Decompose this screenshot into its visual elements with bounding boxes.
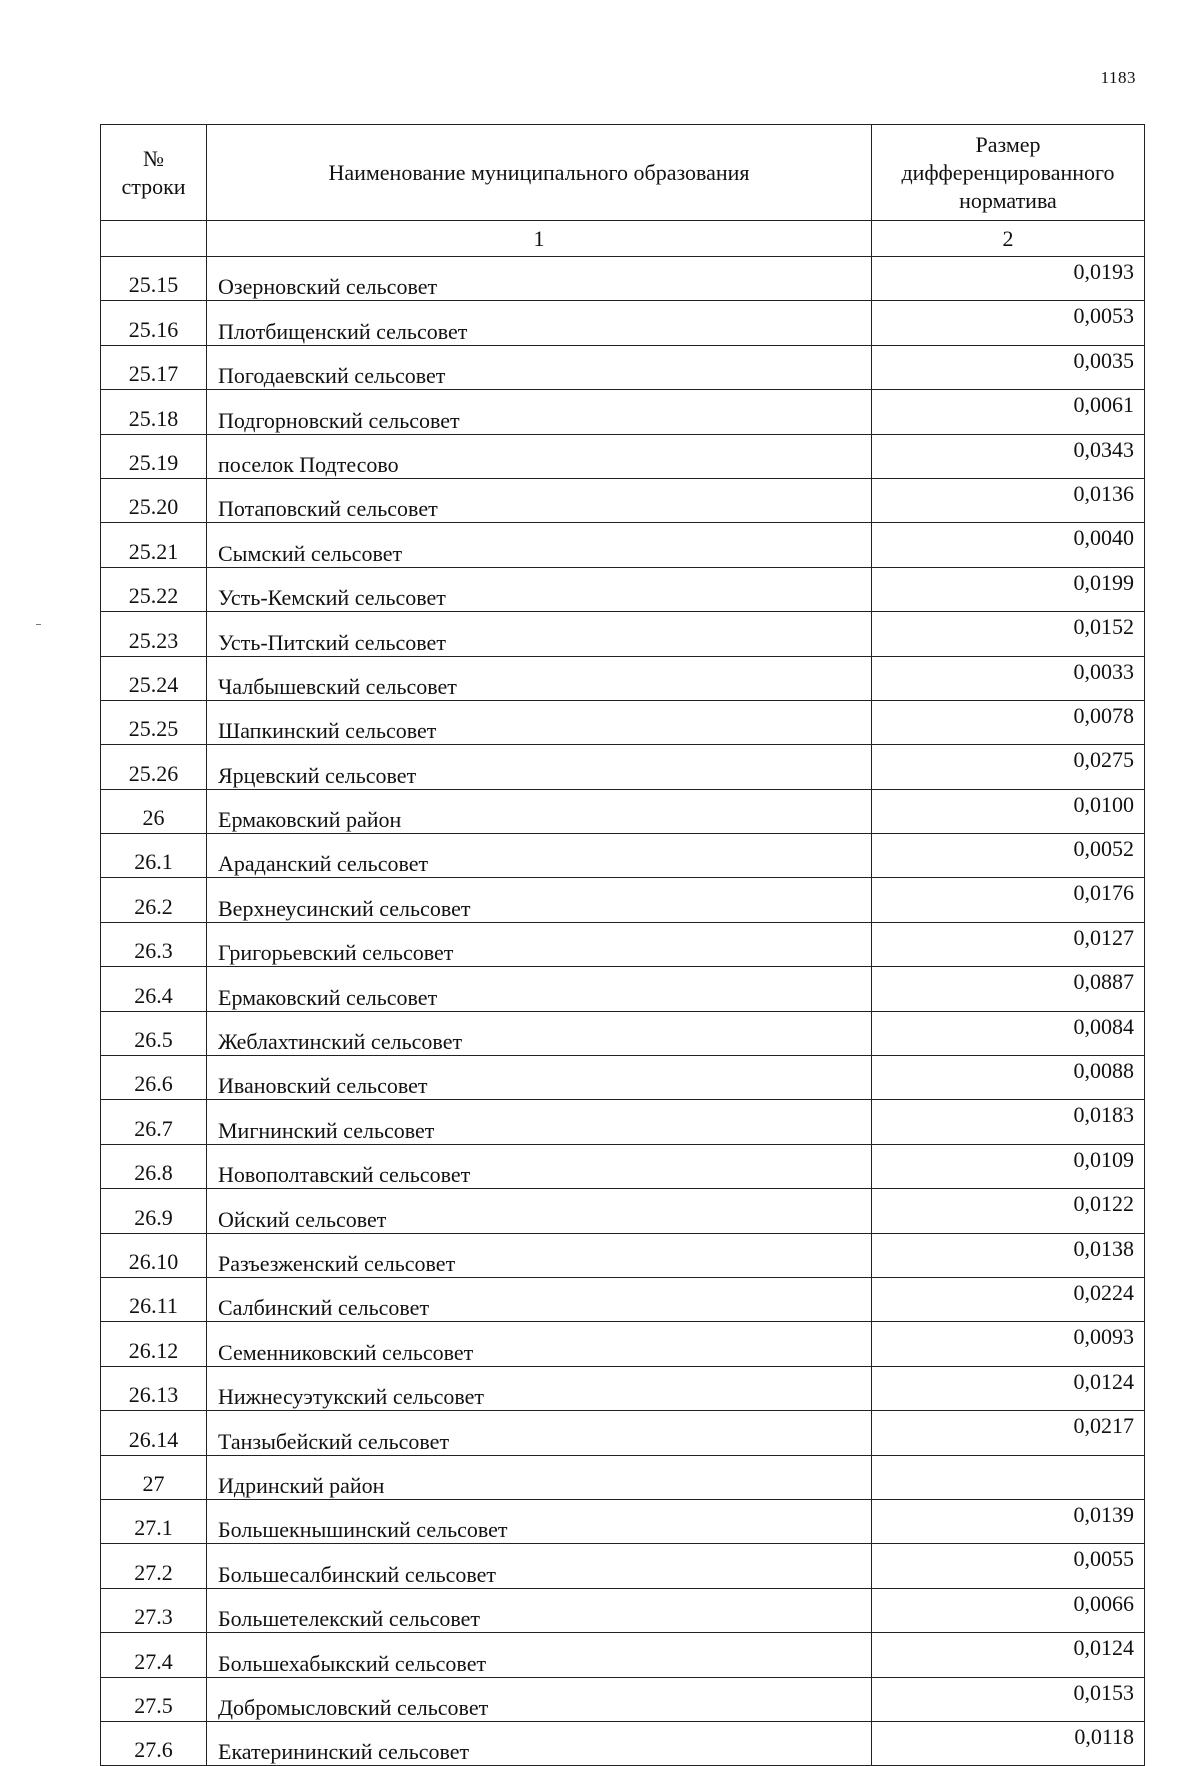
municipality-name-cell: Большекнышинский сельсовет: [207, 1499, 872, 1543]
normative-value-cell: 0,0193: [872, 257, 1145, 301]
table-row: [101, 700, 1145, 744]
table-row: [101, 922, 1145, 966]
normative-value-cell: 0,0035: [872, 345, 1145, 389]
normative-value-cell: 0,0061: [872, 390, 1145, 434]
row-number-cell: 26: [101, 789, 207, 833]
normative-value-cell: 0,0093: [872, 1322, 1145, 1366]
table-row: [101, 390, 1145, 434]
table-row: [101, 1100, 1145, 1144]
table-row: [101, 1588, 1145, 1632]
municipality-name-cell: Жеблахтинский сельсовет: [207, 1011, 872, 1055]
municipality-name-cell: Ярцевский сельсовет: [207, 745, 872, 789]
municipality-name-cell: Мигнинский сельсовет: [207, 1100, 872, 1144]
table-row: [101, 834, 1145, 878]
row-number-cell: 25.16: [101, 301, 207, 345]
row-number-cell: 26.3: [101, 922, 207, 966]
municipality-name-cell: Екатерининский сельсовет: [207, 1721, 872, 1765]
row-number-cell: 27.2: [101, 1544, 207, 1588]
municipality-name-cell: Шапкинский сельсовет: [207, 700, 872, 744]
table-row: [101, 1233, 1145, 1277]
column-index-name: 1: [207, 221, 872, 257]
normative-value-cell: 0,0139: [872, 1499, 1145, 1543]
normative-value-cell: 0,0887: [872, 967, 1145, 1011]
municipality-name-cell: Верхнеусинский сельсовет: [207, 878, 872, 922]
normative-value-cell: 0,0078: [872, 700, 1145, 744]
table-row: [101, 1544, 1145, 1588]
column-index-value: 2: [872, 221, 1145, 257]
row-number-cell: 25.17: [101, 345, 207, 389]
row-number-cell: 26.11: [101, 1277, 207, 1321]
municipality-name-cell: Усть-Кемский сельсовет: [207, 567, 872, 611]
row-number-cell: 25.18: [101, 390, 207, 434]
municipality-name-cell: Сымский сельсовет: [207, 523, 872, 567]
normative-value-cell: [872, 1455, 1145, 1499]
row-number-cell: 25.23: [101, 612, 207, 656]
row-number-cell: 26.13: [101, 1366, 207, 1410]
municipality-name-cell: Танзыбейский сельсовет: [207, 1411, 872, 1455]
row-number-cell: 25.25: [101, 700, 207, 744]
municipality-name-cell: Подгорновский сельсовет: [207, 390, 872, 434]
municipality-name-cell: Салбинский сельсовет: [207, 1277, 872, 1321]
municipality-name-cell: Новополтавский сельсовет: [207, 1144, 872, 1188]
normative-value-cell: 0,0138: [872, 1233, 1145, 1277]
normative-value-cell: 0,0040: [872, 523, 1145, 567]
normative-value-cell: 0,0053: [872, 301, 1145, 345]
table-row: [101, 1721, 1145, 1765]
normative-value-cell: 0,0224: [872, 1277, 1145, 1321]
page-number: 1183: [1100, 68, 1136, 87]
normative-value-cell: 0,0033: [872, 656, 1145, 700]
municipality-name-cell: Григорьевский сельсовет: [207, 922, 872, 966]
normative-value-cell: 0,0122: [872, 1189, 1145, 1233]
municipality-name-cell: Потаповский сельсовет: [207, 478, 872, 522]
row-number-cell: 25.15: [101, 257, 207, 301]
row-number-cell: 27.3: [101, 1588, 207, 1632]
normative-value-cell: 0,0124: [872, 1366, 1145, 1410]
normative-table: [100, 124, 1145, 1766]
row-number-cell: 26.5: [101, 1011, 207, 1055]
row-number-cell: 25.26: [101, 745, 207, 789]
table-row: [101, 1455, 1145, 1499]
normative-value-cell: 0,0217: [872, 1411, 1145, 1455]
municipality-name-cell: Ермаковский сельсовет: [207, 967, 872, 1011]
municipality-name-cell: Чалбышевский сельсовет: [207, 656, 872, 700]
table-row: [101, 1144, 1145, 1188]
row-number-cell: 26.10: [101, 1233, 207, 1277]
normative-value-cell: 0,0183: [872, 1100, 1145, 1144]
row-number-cell: 27.1: [101, 1499, 207, 1543]
municipality-name-cell: Большехабыкский сельсовет: [207, 1633, 872, 1677]
column-index-row: [101, 221, 1145, 257]
normative-value-cell: 0,0066: [872, 1588, 1145, 1632]
row-number-cell: 25.24: [101, 656, 207, 700]
municipality-name-cell: Добромысловский сельсовет: [207, 1677, 872, 1721]
table-row: [101, 345, 1145, 389]
normative-value-cell: 0,0124: [872, 1633, 1145, 1677]
municipality-name-cell: Семенниковский сельсовет: [207, 1322, 872, 1366]
row-number-cell: 27.6: [101, 1721, 207, 1765]
row-number-cell: 26.2: [101, 878, 207, 922]
normative-value-cell: 0,0055: [872, 1544, 1145, 1588]
table-row: [101, 1056, 1145, 1100]
table-row: [101, 567, 1145, 611]
table-header-row: [101, 125, 1145, 221]
municipality-name-cell: Усть-Питский сельсовет: [207, 612, 872, 656]
normative-value-cell: 0,0118: [872, 1721, 1145, 1765]
column-index-num: [101, 221, 207, 257]
table-row: [101, 1633, 1145, 1677]
municipality-name-cell: поселок Подтесово: [207, 434, 872, 478]
normative-value-cell: 0,0152: [872, 612, 1145, 656]
normative-value-cell: 0,0084: [872, 1011, 1145, 1055]
row-number-cell: 26.6: [101, 1056, 207, 1100]
table-row: [101, 523, 1145, 567]
table-row: [101, 745, 1145, 789]
table-row: [101, 656, 1145, 700]
table-row: [101, 789, 1145, 833]
table-row: [101, 1011, 1145, 1055]
row-number-cell: 27.5: [101, 1677, 207, 1721]
table-row: [101, 1411, 1145, 1455]
table-row: [101, 1277, 1145, 1321]
row-number-cell: 27.4: [101, 1633, 207, 1677]
table-row: [101, 478, 1145, 522]
row-number-cell: 26.7: [101, 1100, 207, 1144]
normative-value-cell: 0,0127: [872, 922, 1145, 966]
normative-value-cell: 0,0199: [872, 567, 1145, 611]
row-number-cell: 25.22: [101, 567, 207, 611]
table-row: [101, 1677, 1145, 1721]
row-number-cell: 25.21: [101, 523, 207, 567]
row-number-cell: 26.4: [101, 967, 207, 1011]
table-row: [101, 1322, 1145, 1366]
municipality-name-cell: Араданский сельсовет: [207, 834, 872, 878]
row-number-cell: 26.12: [101, 1322, 207, 1366]
row-number-cell: 26.1: [101, 834, 207, 878]
table-row: [101, 878, 1145, 922]
municipality-name-cell: Нижнесуэтукский сельсовет: [207, 1366, 872, 1410]
municipality-name-cell: Идринский район: [207, 1455, 872, 1499]
scan-artifact: [36, 624, 41, 625]
normative-value-cell: 0,0153: [872, 1677, 1145, 1721]
municipality-name-cell: Погодаевский сельсовет: [207, 345, 872, 389]
row-number-cell: 26.8: [101, 1144, 207, 1188]
table-row: [101, 301, 1145, 345]
header-municipality-name: Наименование муниципального образования: [207, 125, 872, 221]
municipality-name-cell: Ермаковский район: [207, 789, 872, 833]
normative-value-cell: 0,0088: [872, 1056, 1145, 1100]
table-row: [101, 257, 1145, 301]
normative-value-cell: 0,0275: [872, 745, 1145, 789]
normative-value-cell: 0,0136: [872, 478, 1145, 522]
table-row: [101, 434, 1145, 478]
municipality-name-cell: Большетелекский сельсовет: [207, 1588, 872, 1632]
table-row: [101, 1189, 1145, 1233]
row-number-cell: 26.9: [101, 1189, 207, 1233]
row-number-cell: 26.14: [101, 1411, 207, 1455]
municipality-name-cell: Ойский сельсовет: [207, 1189, 872, 1233]
table-row: [101, 612, 1145, 656]
row-number-cell: 27: [101, 1455, 207, 1499]
normative-value-cell: 0,0109: [872, 1144, 1145, 1188]
municipality-name-cell: Плотбищенский сельсовет: [207, 301, 872, 345]
municipality-name-cell: Ивановский сельсовет: [207, 1056, 872, 1100]
table-row: [101, 1366, 1145, 1410]
normative-value-cell: 0,0052: [872, 834, 1145, 878]
normative-value-cell: 0,0176: [872, 878, 1145, 922]
header-normative-size: Размер дифференцированного норматива: [872, 125, 1145, 221]
municipality-name-cell: Озерновский сельсовет: [207, 257, 872, 301]
row-number-cell: 25.19: [101, 434, 207, 478]
municipality-name-cell: Большесалбинский сельсовет: [207, 1544, 872, 1588]
table-body: [101, 257, 1145, 1766]
header-row-number: № строки: [101, 125, 207, 221]
normative-value-cell: 0,0100: [872, 789, 1145, 833]
table-row: [101, 967, 1145, 1011]
row-number-cell: 25.20: [101, 478, 207, 522]
normative-value-cell: 0,0343: [872, 434, 1145, 478]
table-row: [101, 1499, 1145, 1543]
municipality-name-cell: Разъезженский сельсовет: [207, 1233, 872, 1277]
